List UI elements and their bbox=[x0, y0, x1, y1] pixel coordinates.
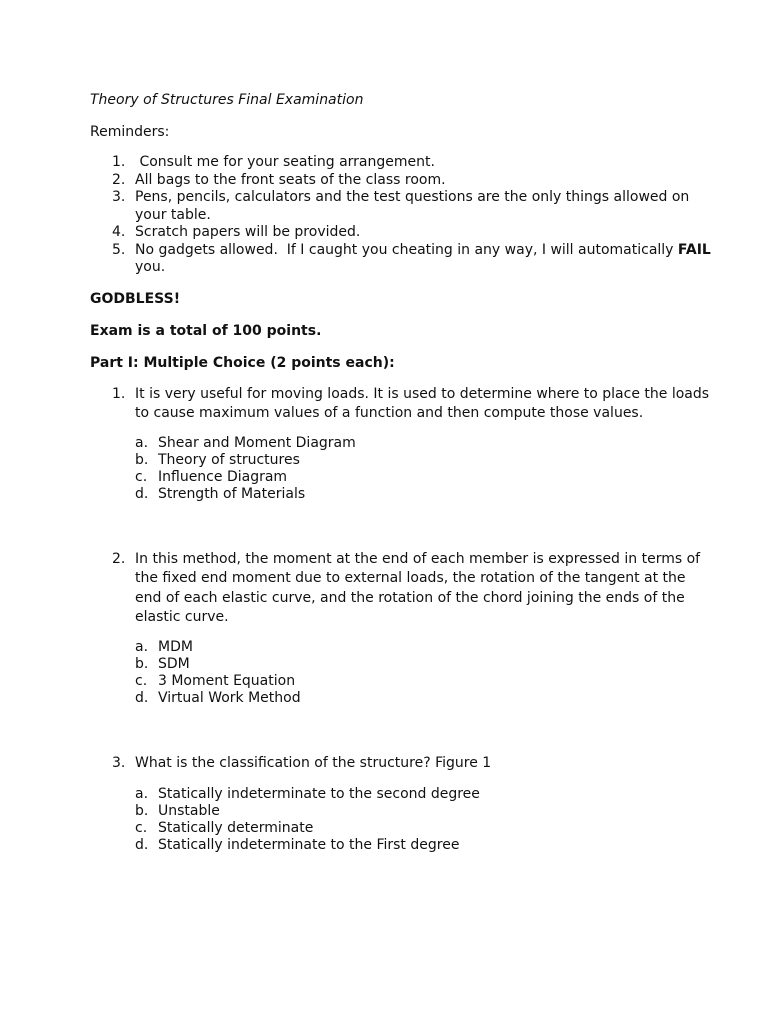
exam-document bbox=[90, 90, 716, 854]
choice-item bbox=[90, 435, 690, 452]
choice-item bbox=[90, 639, 690, 656]
question-item bbox=[90, 550, 713, 627]
choice-text: Influence Diagram bbox=[158, 469, 288, 486]
choice-text: Strength of Materials bbox=[158, 486, 306, 503]
choice-text: Statically indeterminate to the second degree bbox=[158, 785, 480, 802]
choice-letter: b. bbox=[135, 656, 149, 673]
choice-letter: d. bbox=[135, 486, 149, 503]
choice-letter: b. bbox=[135, 452, 149, 469]
choice-letter: d. bbox=[135, 690, 149, 707]
choice-letter: c. bbox=[135, 469, 148, 486]
reminder-item bbox=[90, 224, 720, 242]
choice-text: 3 Moment Equation bbox=[158, 673, 296, 690]
reminder-text: All bags to the front seats of the class room. bbox=[135, 171, 446, 188]
part-heading: Part I: Multiple Choice (2 points each): bbox=[90, 354, 395, 371]
choice-item bbox=[90, 656, 690, 673]
question-number: 2. bbox=[112, 551, 126, 568]
reminder-text: Consult me for your seating arrangement. bbox=[135, 154, 435, 170]
choice-item bbox=[90, 469, 690, 486]
reminder-item bbox=[90, 242, 720, 277]
choice-text: MDM bbox=[158, 639, 193, 656]
choice-list bbox=[90, 786, 690, 854]
reminder-text: Pens, pencils, calculators and the test questions are the only things allowed on your table. bbox=[135, 189, 690, 223]
total-points-text: Exam is a total of 100 points. bbox=[90, 322, 322, 339]
choice-list bbox=[90, 435, 690, 503]
choice-item bbox=[90, 690, 690, 707]
reminder-text: Scratch papers will be provided. bbox=[135, 224, 361, 240]
choice-letter: a. bbox=[135, 639, 149, 656]
fail-emphasis: FAIL bbox=[677, 241, 711, 258]
choice-list bbox=[90, 639, 690, 707]
choice-letter: b. bbox=[135, 802, 149, 819]
question-item bbox=[90, 385, 713, 424]
reminder-number: 5. bbox=[112, 241, 126, 258]
choice-text: Statically indeterminate to the First degree bbox=[158, 836, 460, 853]
question-block bbox=[90, 550, 701, 707]
choice-text: Statically determinate bbox=[158, 819, 314, 836]
question-text: It is very useful for moving loads. It is used to determine where to place the loads to cause maximum values of a function and then compute those values. bbox=[135, 385, 710, 421]
reminder-item bbox=[90, 154, 720, 172]
question-number: 1. bbox=[112, 385, 126, 402]
question-block bbox=[90, 385, 710, 504]
document-title: Theory of Structures Final Examination bbox=[90, 92, 364, 108]
reminder-number: 2. bbox=[112, 171, 126, 188]
godbless-text: GODBLESS! bbox=[90, 290, 181, 307]
reminders-list bbox=[90, 154, 716, 277]
choice-letter: d. bbox=[135, 836, 149, 853]
choice-letter: a. bbox=[135, 785, 149, 802]
choice-letter: a. bbox=[135, 435, 149, 452]
reminders-label: Reminders: bbox=[90, 124, 170, 140]
choice-item bbox=[90, 486, 690, 503]
choice-item bbox=[90, 820, 690, 837]
choice-item bbox=[90, 452, 690, 469]
choice-text: Unstable bbox=[158, 802, 220, 819]
reminder-number: 3. bbox=[112, 189, 126, 205]
reminder-item bbox=[90, 189, 720, 224]
question-text: In this method, the moment at the end of each member is expressed in terms of the fixed end moment due to external loads, the rotation of the tangent at the end of each elastic curve, and the rotation of the chord joining the ends of the elastic curve. bbox=[135, 551, 701, 625]
reminder-number: 4. bbox=[112, 224, 126, 240]
choice-item bbox=[90, 673, 690, 690]
choice-text: Virtual Work Method bbox=[158, 690, 301, 707]
question-item bbox=[90, 754, 713, 773]
choice-text: Shear and Moment Diagram bbox=[158, 435, 356, 452]
choice-letter: c. bbox=[135, 819, 148, 836]
question-number: 3. bbox=[112, 755, 126, 772]
choice-text: Theory of structures bbox=[158, 452, 300, 469]
reminder-item bbox=[90, 172, 720, 190]
choice-item bbox=[90, 786, 690, 803]
reminder-text-end: you. bbox=[135, 241, 716, 275]
reminder-number: 1. bbox=[112, 154, 126, 170]
reminder-text: No gadgets allowed. If I caught you cheating in any way, I will automatically bbox=[135, 241, 678, 258]
question-block bbox=[90, 754, 690, 853]
choice-item bbox=[90, 837, 690, 854]
choice-letter: c. bbox=[135, 673, 148, 690]
choice-text: SDM bbox=[158, 656, 190, 673]
choice-item bbox=[90, 803, 690, 820]
question-text: What is the classification of the structure? Figure 1 bbox=[135, 755, 492, 772]
